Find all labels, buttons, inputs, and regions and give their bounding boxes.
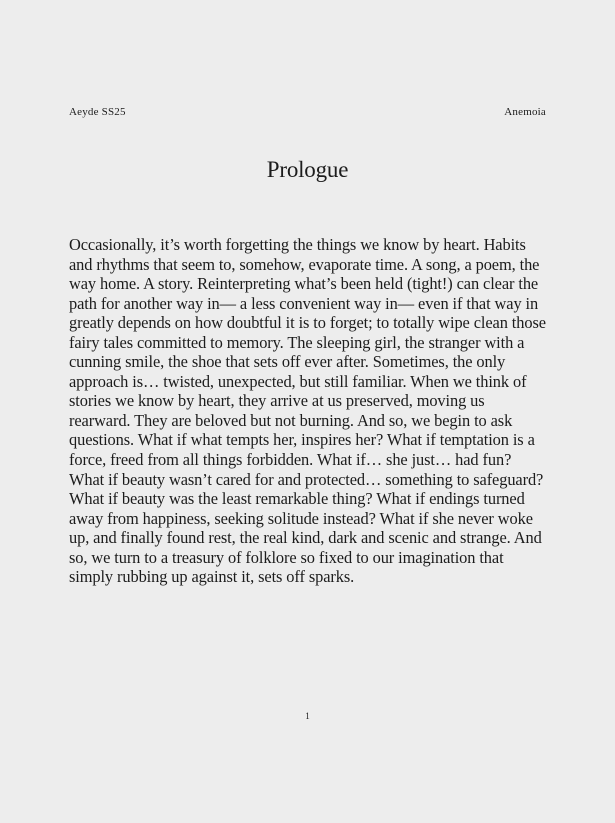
- header-collection-name: Anemoia: [504, 106, 546, 118]
- page-number: 1: [305, 711, 310, 721]
- page-title: Prologue: [266, 157, 349, 182]
- prologue-body-text: Occasionally, it’s worth forgetting the things we know by heart. Habits and rhythms that seem to, somehow, evaporate time. A song, a poem, the way home. A story. Reinterpreting what’s been held (tight!) can clear the path for another way in— a less convenient way in— even if that way in greatly depends on how doubtful it is to forget; to totally wipe clean those fairy tales committed to memory. The sleeping girl, the stranger with a cunning smile, the shoe that sets off ever after. Sometimes, the only approach is… twisted, unexpected, but still familiar. When we think of stories we know by heart, they arrive at us preserved, moving us rearward. They are beloved but not burning. And so, we begin to ask questions. What if what tempts her, inspires her? What if temptation is a force, freed from all things forbidden. What if… she just… had fun? What if beauty wasn’t cared for and protected… something to safeguard? What if beauty was the least remarkable thing? What if endings turned away from happiness, seeking solitude instead? What if she never woke up, and finally found rest, the real kind, dark and scenic and strange. And so, we turn to a treasury of folklore so fixed to our imagination that simply rubbing up against it, sets off sparks.: [69, 235, 546, 587]
- header-brand-season: Aeyde SS25: [69, 106, 126, 118]
